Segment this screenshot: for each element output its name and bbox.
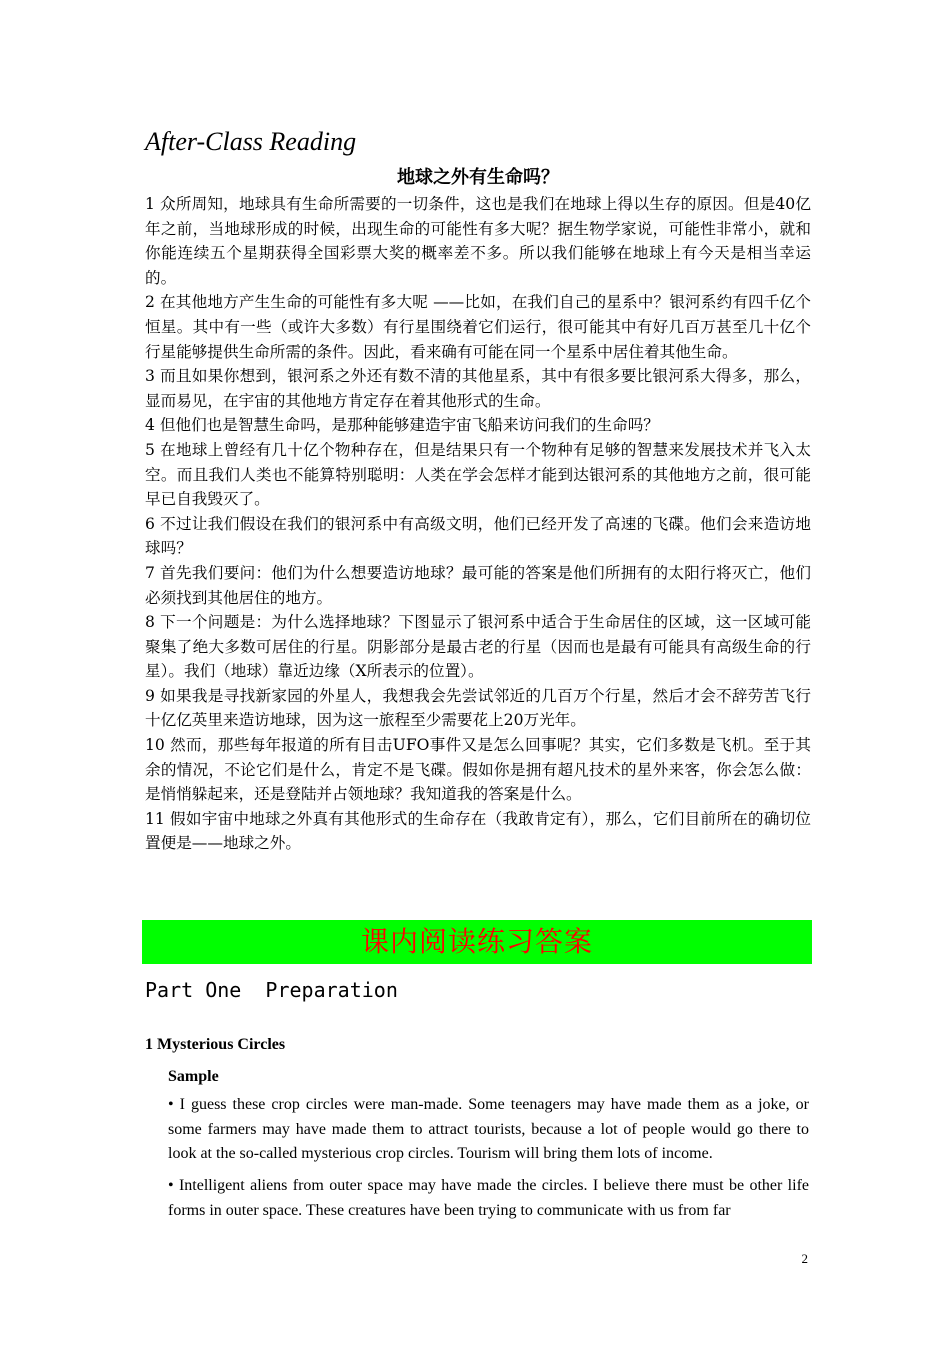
article-paragraph: 11 假如宇宙中地球之外真有其他形式的生命存在（我敢肯定有），那么，它们目前所在的确切位置便是——地球之外。 xyxy=(145,809,811,853)
article-paragraph: 4 但他们也是智慧生命吗，是那种能够建造宇宙飞船来访问我们的生命吗？ xyxy=(145,416,659,435)
article-paragraph: 10 然而，那些每年报道的所有目击UFO事件又是怎么回事呢？其实，它们多数是飞机。至于其余的情况，不论它们是什么，肯定不是飞碟。假如你是拥有超凡技术的星外来客，你会怎么做：是悄悄躲起来，还是登陆并占领地球？我知道我的答案是什么。 xyxy=(145,736,811,804)
banner-title: 课内阅读练习答案 xyxy=(360,925,593,958)
article-paragraph: 1 众所周知，地球具有生命所需要的一切条件，这也是我们在地球上得以生存的原因。但是40亿年之前，当地球形成的时候，出现生命的可能性有多大呢？据生物学家说，可能性非常小，就和你能连续五个星期获得全国彩票大奖的概率差不多。所以我们能够在地球上有今天是相当幸运的。 xyxy=(145,195,811,287)
part-title: Part One Preparation xyxy=(145,978,398,1002)
page-number: 2 xyxy=(801,1251,808,1266)
sample-answer: • Intelligent aliens from outer space may have made the circles. I believe there must be other life forms in outer space. These creatures have been trying to communicate with us from far xyxy=(168,1177,809,1219)
sample-label: Sample xyxy=(168,1068,219,1085)
article-paragraph: 3 而且如果你想到，银河系之外还有数不清的其他星系，其中有很多要比银河系大得多，那么，显而易见，在宇宙的其他地方肯定存在着其他形式的生命。 xyxy=(145,367,811,410)
article-paragraph: 5 在地球上曾经有几十亿个物种存在，但是结果只有一个物种有足够的智慧来发展技术并飞入太空。而且我们人类也不能算特别聪明：人类在学会怎样才能到达银河系的其他地方之前，很可能早已自我毁灭了。 xyxy=(145,440,811,509)
answers-banner xyxy=(142,920,812,964)
section-heading: After-Class Reading xyxy=(145,127,357,156)
article-paragraph: 8 下一个问题是：为什么选择地球？下图显示了银河系中适合于生命居住的区域，这一区域可能聚集了绝大多数可居住的行星。阴影部分是最古老的行星（因而也是最有可能具有高级生命的行星）。我们（地球）靠近边缘（X所表示的位置）。 xyxy=(145,613,811,681)
article-paragraph: 9 如果我是寻找新家园的外星人，我想我会先尝试邻近的几百万个行星，然后才会不辞劳苦飞行十亿亿英里来造访地球，因为这一旅程至少需要花上20万光年。 xyxy=(145,686,811,730)
exercise-title: 1 Mysterious Circles xyxy=(145,1036,286,1053)
sample-answer: • I guess these crop circles were man-made. Some teenagers may have made them as a joke, or some farmers may have made them to attract tourists, because a lot of people would go there to look at the so-called mysterious crop circles. Tourism will bring them lots of income. xyxy=(168,1096,809,1162)
article-paragraph: 6 不过让我们假设在我们的银河系中有高级文明，他们已经开发了高速的飞碟。他们会来造访地球吗？ xyxy=(145,514,811,558)
article-paragraph: 2 在其他地方产生生命的可能性有多大呢 ——比如，在我们自己的星系中？银河系约有四千亿个恒星。其中有一些（或许大多数）有行星围绕着它们运行，很可能其中有好几百万甚至几十亿个行星能够提供生命所需的条件。因此，看来确有可能在同一个星系中居住着其他生命。 xyxy=(145,293,811,361)
article-paragraph: 7 首先我们要问：他们为什么想要造访地球？最可能的答案是他们所拥有的太阳行将灭亡，他们必须找到其他居住的地方。 xyxy=(145,563,811,607)
article-title: 地球之外有生命吗？ xyxy=(397,167,559,188)
article-body xyxy=(145,192,811,856)
